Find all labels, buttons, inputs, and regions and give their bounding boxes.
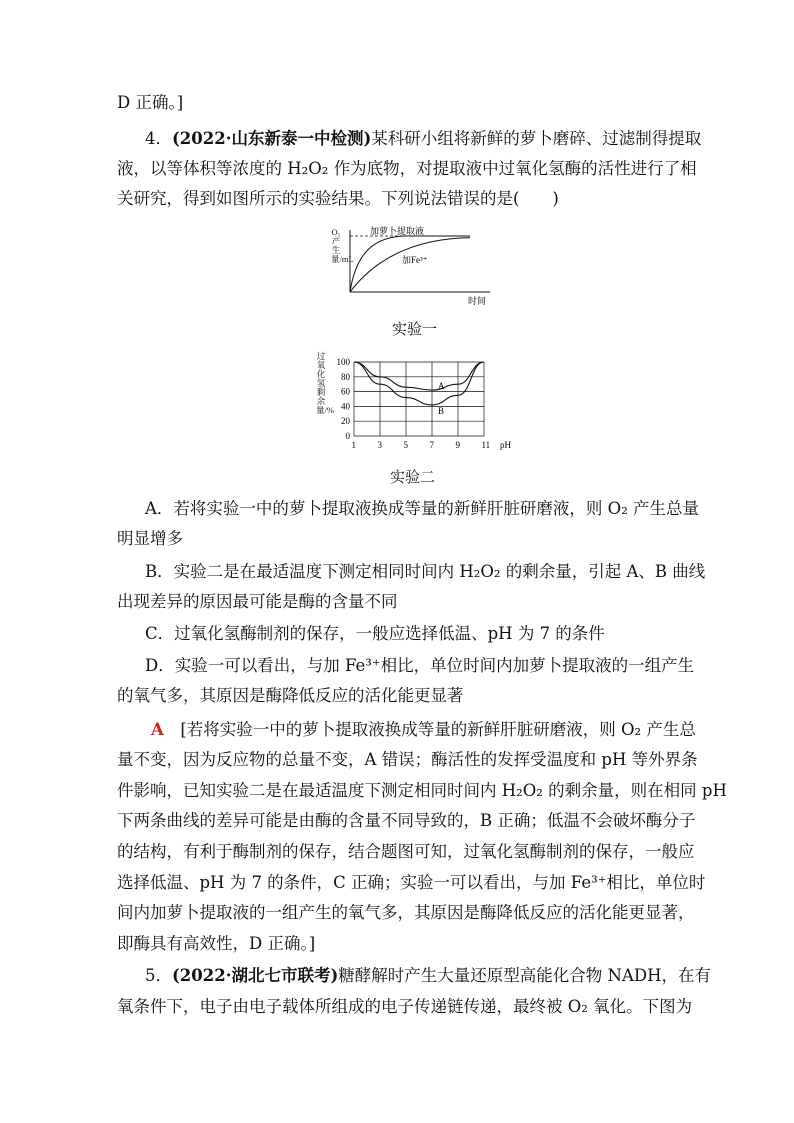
answer-line-8: 即酶具有高效性，D 正确。] <box>117 934 316 953</box>
answer-line-5: 的结构，有利于酶制剂的保存，结合题图可知，过氧化氢酶制剂的保存，一般应 <box>117 842 695 861</box>
legend-fe3: 加Fe³⁺ <box>402 255 428 265</box>
series-label-B: B <box>438 405 445 416</box>
chart-experiment-2 <box>316 352 516 456</box>
x-tick-label: 7 <box>429 440 434 450</box>
x-tick-label: 11 <box>481 440 491 450</box>
option-b-line-2: 出现差异的原因最可能是酶的含量不同 <box>117 592 398 611</box>
y-tick-label: 40 <box>341 401 350 412</box>
x-axis-label: 时间 <box>468 296 487 306</box>
caption-experiment-1: 实验一 <box>392 320 438 338</box>
option-d-line-2: 的氧气多，其原因是酶降低反应的活化能更显著 <box>117 686 464 705</box>
x-tick-label: 9 <box>455 440 460 450</box>
y-axis-label-experiment-2: 过氧化氢剩余量/% <box>316 351 334 415</box>
x-tick-label: 1 <box>351 440 356 450</box>
question-5-line-2: 氧条件下，电子由电子载体所组成的电子传递链传递，最终被 O₂ 氧化。下图为 <box>117 997 693 1016</box>
option-b-line-1: B．实验二是在最适温度下测定相同时间内 H₂O₂ 的剩余量，引起 A、B 曲线 <box>145 562 706 581</box>
legend-radish-extract: 加萝卜提取液 <box>370 226 425 236</box>
series-line-A <box>354 362 484 390</box>
x-tick-label: 3 <box>377 440 382 450</box>
y-tick-label: 0 <box>345 431 350 441</box>
option-c-line-1: C．过氧化氢酶制剂的保存，一般应选择低温、pH 为 7 的条件 <box>145 624 605 643</box>
question-5-line-1: 5．(2022·湖北七市联考)糖酵解时产生大量还原型高能化合物 NADH，在有 <box>145 966 711 985</box>
chart2-series-group <box>354 362 484 416</box>
option-a-line-1: A．若将实验一中的萝卜提取液换成等量的新鲜肝脏研磨液，则 O₂ 产生总量 <box>145 499 700 518</box>
chart2-grid <box>354 362 484 436</box>
y-tick-label: 60 <box>341 386 350 397</box>
answer-line-7: 间内加萝卜提取液的一组产生的氧气多，其原因是酶降低反应的活化能更显著， <box>117 903 695 922</box>
y-axis-label-experiment-1: O₂产生量/mL <box>331 227 354 264</box>
x-tick-label: 5 <box>403 440 408 450</box>
series-label-A: A <box>438 381 445 392</box>
question-4-line-2: 液，以等体积等浓度的 H₂O₂ 作为底物，对提取液中过氧化氢酶的活性进行了相 <box>117 159 697 178</box>
caption-experiment-2: 实验二 <box>390 468 436 486</box>
answer-line-4: 下两条曲线的差异可能是由酶的含量不同导致的，B 正确；低温不会破坏酶分子 <box>117 811 696 830</box>
answer-line-1: A [若将实验一中的萝卜提取液换成等量的新鲜肝脏研磨液，则 O₂ 产生总 <box>151 720 696 739</box>
question-4-line-1: 4．(2022·山东新泰一中检测)某科研小组将新鲜的萝卜磨碎、过滤制得提取 <box>145 129 702 148</box>
x-axis-label-ph: pH <box>500 440 511 450</box>
y-tick-label: 20 <box>341 416 350 427</box>
text-line: D 正确。] <box>117 93 184 112</box>
answer-line-3: 件影响，已知实验二是在最适温度下测定相同时间内 H₂O₂ 的剩余量，则在相同 pH <box>117 781 727 800</box>
answer-line-6: 选择低温、pH 为 7 的条件，C 正确；实验一可以看出，与加 Fe³⁺相比，单位时 <box>117 873 706 892</box>
series-line-B <box>354 362 484 405</box>
answer-line-2: 量不变，因为反应物的总量不变，A 错误；酶活性的发挥受温度和 pH 等外界条 <box>117 750 698 769</box>
option-a-line-2: 明显增多 <box>117 529 183 548</box>
question-4-line-3: 关研究，得到如图所示的实验结果。下列说法错误的是( ) <box>117 189 559 208</box>
y-tick-label: 100 <box>336 357 350 367</box>
option-d-line-1: D．实验一可以看出，与加 Fe³⁺相比，单位时间内加萝卜提取液的一组产生 <box>145 656 695 675</box>
answer-letter: A <box>151 720 164 739</box>
y-tick-label: 80 <box>341 371 350 382</box>
chart-experiment-1 <box>330 222 500 312</box>
